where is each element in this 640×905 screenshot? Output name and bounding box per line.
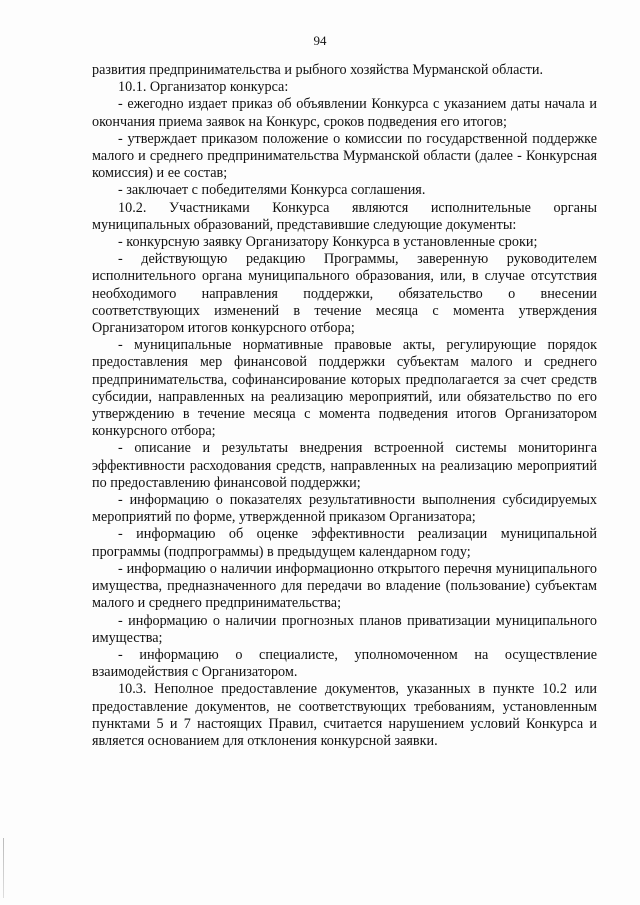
list-item-program-edition: - действующую редакцию Программы, заверенную руководителем исполнительного органа муниципального образования, или, в случае отсутствия необходимого направления поддержки, обязательство о внесении соответствующих изменений в течение месяца с момента утверждения Организатором итогов конкурсного отбора; — [92, 251, 597, 337]
page-number: 94 — [313, 33, 327, 48]
list-item-privatization-plans: - информацию о наличии прогнозных планов приватизации муниципального имущества; — [92, 612, 597, 646]
document-body — [92, 62, 597, 750]
list-item-efficiency-assessment: - информацию об оценке эффективности реализации муниципальной программы (подпрограммы) в предыдущем календарном году; — [92, 526, 597, 560]
list-item-performance-indicators: - информацию о показателях результативности выполнения субсидируемых мероприятий по форме, утвержденной приказом Организатора; — [92, 492, 597, 526]
list-item-agreements: - заключает с победителями Конкурса соглашения. — [118, 182, 426, 199]
list-item-order-announcement: - ежегодно издает приказ об объявлении Конкурса с указанием даты начала и окончания приема заявок на Конкурс, сроков подведения его итогов; — [92, 96, 597, 130]
paragraph-10-3-incomplete-docs: 10.3. Неполное предоставление документов, указанных в пункте 10.2 или предоставление документов, не соответствующих требованиям, установленным пунктами 5 и 7 настоящих Правил, считается нарушением условий Конкурса и является основанием для отклонения конкурсной заявки. — [92, 681, 597, 749]
list-item-legal-acts: - муниципальные нормативные правовые акты, регулирующие порядок предоставления мер финансовой поддержки субъектам малого и среднего предпринимательства, софинансирование которых предполагается за счет средств субсидии, направленных на реализацию мероприятий, или обязательство по его утверждению в течение месяца с момента подведения итогов Организатором конкурсного отбора; — [92, 337, 597, 440]
paragraph-10-1-heading: 10.1. Организатор конкурса: — [118, 79, 289, 96]
paragraph-continuation: развития предпринимательства и рыбного хозяйства Мурманской области. — [92, 62, 544, 78]
list-item-property-list: - информацию о наличии информационно открытого перечня муниципального имущества, предназначенного для передачи во владение (пользование) субъектам малого и среднего предпринимательства; — [92, 560, 597, 612]
list-item-specialist: - информацию о специалисте, уполномоченном на осуществление взаимодействия с Организатором. — [92, 646, 597, 681]
list-item-monitoring-system: - описание и результаты внедрения встроенной системы мониторинга эффективности расходования средств, направленных на реализацию мероприятий по предоставлению финансовой поддержки; — [92, 440, 597, 491]
paragraph-10-2-participants: 10.2. Участниками Конкурса являются исполнительные органы муниципальных образований, представившие следующие документы: — [92, 199, 597, 233]
list-item-commission-approval: - утверждает приказом положение о комиссии по государственной поддержке малого и среднего предпринимательства Мурманской области (далее - Конкурсная комиссия) и ее состав; — [92, 130, 597, 182]
scan-edge-mark — [3, 838, 4, 898]
list-item-application: - конкурсную заявку Организатору Конкурса в установленные сроки; — [118, 234, 538, 251]
